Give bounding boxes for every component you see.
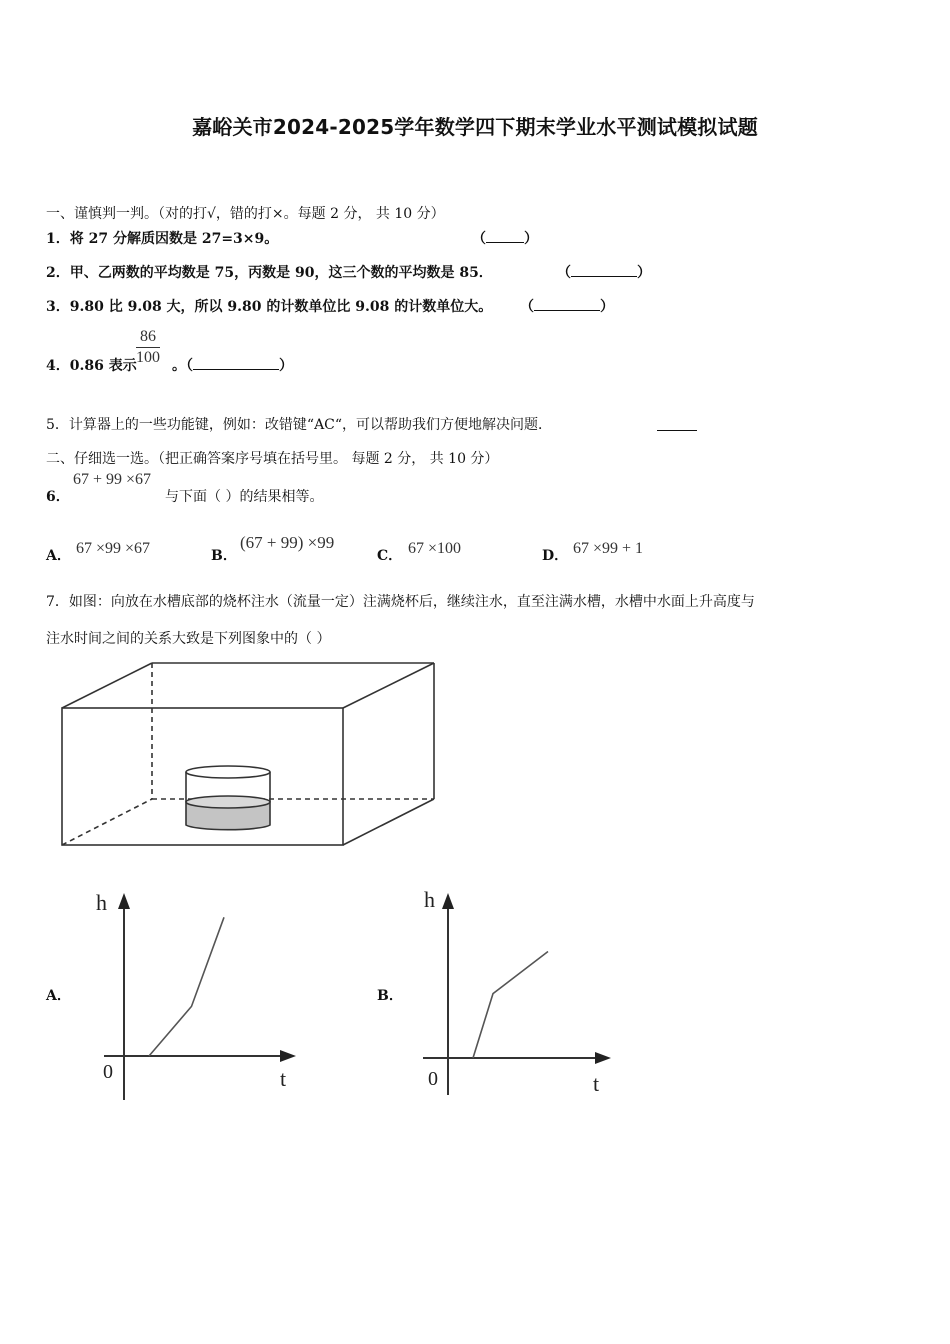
- question-7-line1: 7．如图：向放在水槽底部的烧杯注水（流量一定）注满烧杯后，继续注水，直至注满水槽，水槽中水面上升高度与: [46, 594, 755, 610]
- tank-edge: [62, 663, 152, 708]
- paren-close: ）: [600, 299, 614, 315]
- x-axis-arrow: [595, 1052, 611, 1064]
- option-d-label[interactable]: D．: [542, 548, 569, 564]
- fraction-86-100: [136, 327, 160, 368]
- x-axis-label: t: [280, 1066, 287, 1091]
- option-c-expression: 67 ×100: [408, 540, 462, 557]
- origin-label: 0: [103, 1061, 113, 1083]
- tank-edge: [343, 799, 434, 845]
- graph-a-label[interactable]: A．: [46, 988, 71, 1004]
- fraction-numerator: 86: [136, 327, 160, 348]
- page-title: 嘉峪关市2024-2025学年数学四下期末学业水平测试模拟试题: [192, 115, 758, 139]
- paren-close: ）: [279, 358, 293, 374]
- question-7-line2: 注水时间之间的关系大致是下列图象中的（ ）: [46, 631, 331, 647]
- paren-open: （: [520, 299, 534, 315]
- question-6-text: 与下面（ ）的结果相等。: [165, 489, 324, 505]
- y-axis-label: h: [424, 887, 435, 912]
- question-6-number: 6．: [46, 489, 70, 505]
- option-b-label[interactable]: B．: [211, 548, 237, 564]
- answer-blank-1[interactable]: [472, 228, 538, 248]
- answer-blank-3[interactable]: [520, 296, 614, 316]
- answer-blank-5[interactable]: [657, 430, 697, 431]
- option-c-label[interactable]: C．: [377, 548, 403, 564]
- series-line: [149, 917, 224, 1056]
- x-axis-label: t: [593, 1071, 600, 1096]
- graph-b: [418, 880, 618, 1105]
- section2-header: 二、仔细选一选。（把正确答案序号填在括号里。 每题 2 分， 共 10 分）: [46, 451, 499, 467]
- y-axis-arrow: [442, 893, 454, 909]
- option-a-expression: 67 ×99 ×67: [76, 540, 151, 557]
- series-line: [473, 952, 548, 1059]
- question-6-expression: 67 + 99 ×67: [73, 471, 152, 488]
- paren-close: ）: [524, 231, 538, 247]
- tank-edge: [343, 663, 434, 708]
- question-5: 5．计算器上的一些功能键，例如：改错键“AC“，可以帮助我们方便地解决问题．: [46, 417, 553, 433]
- tank-hidden-edge: [62, 799, 152, 845]
- option-b-expression: (67 + 99) ×99: [240, 533, 335, 552]
- question-2: 2．甲、乙两数的平均数是 75，丙数是 90，这三个数的平均数是 85．: [46, 265, 493, 281]
- question-4-prefix: 4．0.86 表示: [46, 358, 137, 374]
- paren-close: ）: [637, 265, 651, 281]
- question-4-suffix: 。（: [172, 358, 193, 374]
- option-d-expression: 67 ×99 + 1: [573, 540, 644, 557]
- y-axis-arrow: [118, 893, 130, 909]
- y-axis-label: h: [96, 890, 107, 915]
- paren-open: （: [557, 265, 571, 281]
- x-axis-arrow: [280, 1050, 296, 1062]
- graph-b-label[interactable]: B．: [377, 988, 403, 1004]
- origin-label: 0: [428, 1068, 438, 1090]
- section1-header: 一、谨慎判一判。（对的打√，错的打×。每题 2 分， 共 10 分）: [46, 206, 445, 222]
- graph-a: [90, 880, 310, 1105]
- water-tank-illustration: [55, 656, 445, 851]
- option-a-label[interactable]: A．: [46, 548, 71, 564]
- paren-open: （: [472, 231, 486, 247]
- answer-blank-4[interactable]: [172, 355, 293, 375]
- question-3: 3．9.80 比 9.08 大，所以 9.80 的计数单位比 9.08 的计数单位大。: [46, 299, 493, 315]
- answer-blank-2[interactable]: [557, 262, 651, 282]
- fraction-denominator: 100: [136, 349, 160, 366]
- beaker: [186, 766, 270, 830]
- question-1: 1．将 27 分解质因数是 27=3×9。: [46, 231, 279, 247]
